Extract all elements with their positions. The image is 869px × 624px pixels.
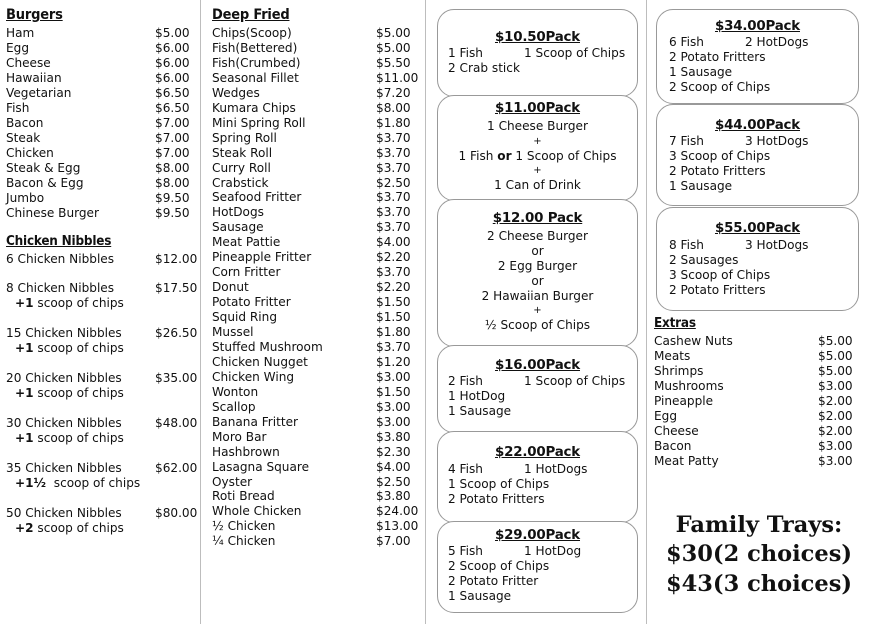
menu-item-name: Cheese (6, 56, 51, 70)
menu-item-price: $1.50 (376, 295, 411, 310)
menu-item-name: Mini Spring Roll (212, 115, 306, 130)
menu-item-price: $26.50 (155, 326, 198, 340)
menu-item-price: $6.50 (155, 86, 190, 100)
pack-title: $11.00Pack (494, 101, 580, 116)
pack-title: $44.00Pack (714, 118, 800, 133)
pack-line: 6 Fish (669, 35, 704, 49)
pack-line-part: 1 Scoop of Chips (511, 149, 617, 163)
pack-22-00 (437, 431, 638, 523)
menu-item-price: $2.00 (818, 424, 853, 438)
pack-line: ½ Scoop of Chips (484, 318, 591, 332)
menu-item-price: $4.00 (376, 459, 411, 474)
pack-line: 2 Crab stick (448, 61, 520, 75)
menu-item-name: Chips(Scoop) (212, 26, 292, 40)
menu-item-name: Steak Roll (212, 145, 273, 160)
pack-line-part: or (497, 149, 512, 163)
menu-item-price: $2.20 (376, 280, 411, 295)
nibbles-extra-qty: +1 (15, 386, 34, 400)
pack-line: 2 Potato Fritter (448, 574, 539, 588)
menu-item-price: $2.20 (376, 250, 411, 265)
menu-item-price: $5.00 (818, 349, 853, 363)
menu-item-name: 30 Chicken Nibbles (6, 416, 122, 430)
nibbles-extra-note (15, 296, 124, 311)
menu-item-name: Chicken Nugget (212, 354, 308, 369)
menu-item-price: $7.00 (155, 116, 190, 130)
menu-item-name: Vegetarian (6, 86, 72, 100)
pack-line: 1 Scoop of Chips (448, 477, 550, 491)
pack-29-00 (437, 521, 638, 613)
menu-item-price: $9.50 (155, 191, 190, 205)
menu-item-price: $6.50 (155, 101, 190, 115)
menu-item-name: Wedges (212, 85, 260, 100)
menu-item-price: $3.70 (376, 160, 411, 175)
menu-item-price: $3.80 (376, 489, 411, 504)
menu-item-price: $2.50 (376, 175, 411, 190)
pack-line: 3 Scoop of Chips (669, 149, 771, 163)
nibbles-extra-qty: +1 (15, 341, 34, 355)
menu-item-name: Scallop (212, 399, 256, 414)
pack-line: 1 Can of Drink (494, 178, 581, 192)
menu-item-name: Corn Fritter (212, 265, 281, 280)
menu-item-price: $3.70 (376, 265, 411, 280)
menu-item-name: Seasonal Fillet (212, 70, 299, 85)
pack-line: 2 Hawaiian Burger (481, 289, 594, 303)
nibbles-extra-text: scoop of chips (33, 296, 124, 310)
menu-item-price: $7.00 (155, 146, 190, 160)
plus-sign: + (533, 136, 542, 147)
menu-item-name: Cheese (654, 424, 699, 438)
menu-item-price: $1.20 (376, 354, 411, 369)
pack-title: $29.00Pack (494, 528, 580, 543)
menu-item-price: $1.50 (376, 310, 411, 325)
menu-item-name: Meat Pattie (212, 235, 281, 250)
menu-item-price: $5.00 (376, 40, 411, 55)
pack-12-00 (437, 199, 638, 347)
menu-item-price: $5.50 (376, 55, 411, 70)
family-trays-three-choices: $43(3 choices) (665, 571, 853, 597)
menu-item-price: $2.00 (818, 409, 853, 423)
menu-item-price: $3.70 (376, 145, 411, 160)
menu-item-price: $3.70 (376, 130, 411, 145)
pack-line: 3 HotDogs (745, 238, 809, 252)
menu-item-price: $7.20 (376, 85, 411, 100)
menu-item-name: Curry Roll (212, 160, 271, 175)
column-divider (200, 0, 201, 624)
nibbles-extra-text: scoop of chips (33, 431, 124, 445)
menu-item-price: $3.00 (376, 414, 411, 429)
nibbles-extra-qty: +2 (15, 521, 34, 535)
pack-44-00 (656, 104, 859, 206)
menu-item-price: $1.80 (376, 325, 411, 339)
menu-item-name: Steak (6, 131, 41, 145)
pack-line: 8 Fish (669, 238, 704, 252)
menu-item-price: $2.50 (376, 474, 411, 489)
burgers-heading: Burgers (6, 7, 63, 23)
pack-line: 2 Potato Fritters (448, 492, 545, 506)
pack-line: 1 HotDog (448, 389, 506, 403)
pack-line-part: 1 Fish (458, 149, 498, 163)
menu-item-price: $5.00 (155, 26, 190, 40)
menu-item-name: Pineapple (654, 394, 714, 408)
menu-item-name: Squid Ring (212, 310, 278, 325)
menu-item-name: Fish(Crumbed) (212, 55, 301, 70)
pack-line: 2 Scoop of Chips (669, 80, 771, 94)
pack-line: 1 Scoop of Chips (524, 374, 626, 388)
pack-line: 1 Fish (448, 46, 483, 60)
menu-item-price: $35.00 (155, 371, 198, 385)
pack-line: 1 Cheese Burger (487, 119, 588, 133)
menu-item-name: Hawaiian (6, 71, 62, 85)
nibbles-extra-text: scoop of chips (33, 521, 124, 535)
menu-item-price: $13.00 (376, 519, 419, 534)
menu-item-price: $24.00 (376, 504, 419, 519)
menu-item-name: Stuffed Mushroom (212, 339, 323, 354)
nibbles-extra-text: scoop of chips (46, 476, 141, 490)
pack-line: 1 Sausage (448, 589, 512, 603)
menu-item-price: $11.00 (376, 70, 419, 85)
nibbles-extra-note (15, 521, 124, 536)
pack-line: 2 Sausages (669, 253, 739, 267)
menu-item-name: Chicken (6, 146, 54, 160)
menu-item-name: Ham (6, 26, 35, 40)
pack-line: 5 Fish (448, 544, 483, 558)
pack-line: 1 Sausage (669, 179, 733, 193)
menu-item-name: Sausage (212, 220, 264, 235)
nibbles-extra-qty: +1 (15, 296, 34, 310)
menu-item-name: 35 Chicken Nibbles (6, 461, 122, 475)
nibbles-extra-note (15, 476, 140, 491)
pack-title: $55.00Pack (714, 221, 800, 236)
pack-line: 1 Sausage (669, 65, 733, 79)
menu-item-price: $12.00 (155, 252, 198, 266)
menu-item-name: Shrimps (654, 364, 704, 378)
nibbles-extra-qty: +1½ (15, 476, 47, 490)
pack-line: 1 Sausage (448, 404, 512, 418)
pack-title: $34.00Pack (714, 19, 800, 34)
pack-line: 2 Potato Fritters (669, 50, 766, 64)
menu-item-name: Moro Bar (212, 429, 267, 444)
menu-item-price: $7.00 (376, 534, 411, 549)
nibbles-extra-note (15, 341, 124, 356)
menu-item-price: $3.70 (376, 220, 411, 235)
menu-item-price: $3.70 (376, 205, 411, 220)
menu-item-name: ½ Chicken (212, 519, 276, 534)
pack-title: $10.50Pack (494, 30, 580, 45)
menu-item-name: ¼ Chicken (212, 534, 276, 549)
pack-55-00 (656, 207, 859, 311)
menu-item-name: Bacon (654, 439, 692, 453)
plus-sign: + (533, 305, 542, 316)
menu-item-name: Wonton (212, 384, 259, 399)
menu-item-price: $4.00 (376, 235, 411, 250)
menu-item-price: $17.50 (155, 281, 198, 295)
menu-item-price: $2.00 (818, 394, 853, 408)
menu-item-name: Roti Bread (212, 489, 275, 504)
menu-item-price: $6.00 (155, 41, 190, 55)
pack-line: 1 Scoop of Chips (524, 46, 626, 60)
menu-item-price: $62.00 (155, 461, 198, 475)
menu-item-price: $3.00 (818, 379, 853, 393)
menu-item-price: $3.00 (376, 399, 411, 414)
menu-item-name: Egg (6, 41, 29, 55)
menu-item-name: Banana Fritter (212, 414, 299, 429)
menu-item-price: $5.00 (818, 334, 853, 348)
family-trays-two-choices: $30(2 choices) (665, 541, 853, 567)
pack-line: or (531, 274, 544, 288)
menu-item-name: Jumbo (6, 191, 45, 205)
pack-line: 3 Scoop of Chips (669, 268, 771, 282)
plus-sign: + (533, 165, 542, 176)
pack-line: 2 Cheese Burger (487, 229, 588, 243)
menu-item-name: Steak & Egg (6, 161, 81, 175)
menu-item-price: $5.00 (818, 364, 853, 378)
menu-item-price: $3.70 (376, 339, 411, 354)
pack-34-00 (656, 9, 859, 104)
pack-line: 2 Scoop of Chips (448, 559, 550, 573)
menu-item-name: Crabstick (212, 175, 269, 190)
menu-item-name: Potato Fritter (212, 295, 291, 310)
menu-item-name: Lasagna Square (212, 459, 310, 474)
pack-line: or (531, 244, 544, 258)
menu-item-name: Spring Roll (212, 130, 277, 145)
menu-item-name: Kumara Chips (212, 100, 296, 115)
menu-item-name: 15 Chicken Nibbles (6, 326, 122, 340)
menu-item-name: Cashew Nuts (654, 334, 733, 348)
pack-16-00 (437, 345, 638, 433)
pack-title: $12.00 Pack (492, 211, 583, 226)
menu-item-price: $3.80 (376, 429, 411, 444)
nibbles-extra-text: scoop of chips (33, 341, 124, 355)
menu-item-name: Seafood Fritter (212, 190, 302, 205)
menu-item-name: Meats (654, 349, 691, 363)
menu-item-name: Pineapple Fritter (212, 250, 312, 265)
menu-item-name: 6 Chicken Nibbles (6, 252, 115, 266)
menu-item-name: Chicken Wing (212, 369, 295, 384)
nibbles-extra-text: scoop of chips (33, 386, 124, 400)
nibbles-extra-note (15, 431, 124, 446)
menu-item-price: $3.70 (376, 190, 411, 205)
column-divider (646, 0, 647, 624)
menu-item-price: $7.00 (155, 131, 190, 145)
menu-item-price: $2.30 (376, 444, 411, 459)
menu-item-price: $5.00 (376, 26, 411, 40)
pack-line: 7 Fish (669, 134, 704, 148)
menu-item-price: $1.80 (376, 115, 411, 130)
pack-line: 1 HotDog (524, 544, 582, 558)
menu-item-name: Whole Chicken (212, 504, 302, 519)
menu-item-price: $1.50 (376, 384, 411, 399)
menu-item-name: HotDogs (212, 205, 264, 220)
menu-item-name: Fish (6, 101, 30, 115)
pack-line: 2 Egg Burger (497, 259, 578, 273)
menu-item-name: 20 Chicken Nibbles (6, 371, 122, 385)
menu-item-name: Bacon (6, 116, 44, 130)
menu-item-name: Donut (212, 280, 249, 295)
menu-item-name: Mushrooms (654, 379, 724, 393)
menu-item-price: $8.00 (155, 161, 190, 175)
menu-item-price: $3.00 (376, 369, 411, 384)
pack-line: 3 HotDogs (745, 134, 809, 148)
menu-item-price: $48.00 (155, 416, 198, 430)
menu-item-price: $9.50 (155, 206, 190, 220)
menu-item-name: Fish(Bettered) (212, 40, 298, 55)
pack-11-00 (437, 95, 638, 201)
family-trays-title: Family Trays: (675, 512, 843, 538)
nibbles-extra-qty: +1 (15, 431, 34, 445)
menu-item-name: Chinese Burger (6, 206, 99, 220)
pack-line: 1 HotDogs (524, 462, 588, 476)
pack-line: 2 Potato Fritters (669, 283, 766, 297)
pack-line: 2 Fish (448, 374, 483, 388)
nibbles-extra-note (15, 386, 124, 401)
column-divider (425, 0, 426, 624)
menu-item-name: Mussel (212, 325, 254, 339)
pack-line (438, 149, 637, 164)
menu-item-name: 8 Chicken Nibbles (6, 281, 115, 295)
menu-item-price: $3.00 (818, 439, 853, 453)
deep-fried-heading: Deep Fried (212, 7, 290, 23)
extras-heading: Extras (654, 316, 696, 331)
menu-item-name: Meat Patty (654, 454, 719, 468)
pack-title: $16.00Pack (494, 358, 580, 373)
menu-item-name: 50 Chicken Nibbles (6, 506, 122, 520)
menu-item-name: Hashbrown (212, 444, 280, 459)
pack-10-50 (437, 9, 638, 97)
pack-line: 4 Fish (448, 462, 483, 476)
menu-item-price: $6.00 (155, 71, 190, 85)
pack-title: $22.00Pack (494, 445, 580, 460)
menu-item-price: $8.00 (155, 176, 190, 190)
menu-item-price: $3.00 (818, 454, 853, 468)
menu-item-name: Bacon & Egg (6, 176, 84, 190)
chicken-nibbles-heading: Chicken Nibbles (6, 234, 112, 249)
pack-line: 2 HotDogs (745, 35, 809, 49)
pack-line: 2 Potato Fritters (669, 164, 766, 178)
menu-item-price: $80.00 (155, 506, 198, 520)
menu-item-price: $6.00 (155, 56, 190, 70)
menu-item-name: Oyster (212, 474, 253, 489)
menu-item-price: $8.00 (376, 100, 411, 115)
menu-item-name: Egg (654, 409, 677, 423)
